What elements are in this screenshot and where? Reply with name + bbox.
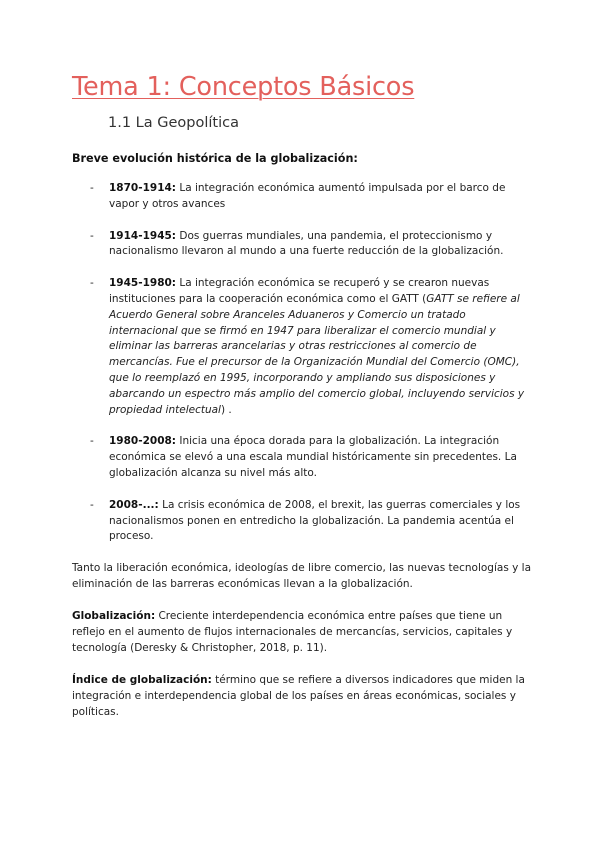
definition-text: Creciente interdependencia económica entre países que tiene un reflejo en el aumento de flujos internacionales de mercancías, servicios, capitales y tecnología (Deresky & Christopher, 2018, p. 11). — [72, 610, 513, 654]
item-text: La integración económica aumentó impulsada por el barco de vapor y otros avances — [109, 182, 506, 210]
item-text-tail: ) . — [220, 403, 232, 416]
bullet-dash: - — [90, 229, 94, 242]
bullet-dash: - — [90, 498, 94, 511]
globalizacion-definition — [72, 609, 532, 656]
period-label: 2008-...: — [109, 498, 159, 511]
bullet-dash: - — [90, 182, 94, 194]
period-label: 1914-1945: — [109, 229, 177, 242]
item-text: La crisis económica de 2008, el brexit, las guerras comerciales y los nacionalismos ponen en entredicho la globalización. La pandemia acentúa el proceso. — [109, 498, 521, 543]
period-label: 1870-1914: — [109, 182, 177, 194]
item-text: Dos guerras mundiales, una pandemia, el proteccionismo y nacionalismo llevaron al mundo a una fuerte reducción de la globalización. — [109, 229, 504, 258]
section-subtitle: 1.1 La Geopolítica — [108, 115, 239, 131]
intro-heading: Breve evolución histórica de la globalización: — [72, 152, 358, 165]
indice-definition — [72, 673, 532, 720]
item-text: La integración económica se recuperó y se crearon nuevas instituciones para la cooperación económica como el GATT ( — [109, 277, 490, 305]
period-label: 1980-2008: — [109, 435, 177, 448]
timeline-list — [72, 181, 532, 561]
summary-paragraph: Tanto la liberación económica, ideologías de libre comercio, las nuevas tecnologías y la eliminación de las barreras económicas llevan a la globalización. — [72, 562, 532, 590]
list-item — [72, 276, 532, 418]
definition-text: término que se refiere a diversos indicadores que miden la integración e interdependencia global de los países en áreas económicas, sociales y políticas. — [72, 674, 525, 718]
bullet-dash: - — [90, 435, 94, 448]
item-text: Inicia una época dorada para la globalización. La integración económica se elevó a una escala mundial históricamente sin precedentes. La globalización alcanza su nivel más alto. — [109, 435, 517, 479]
list-item — [72, 181, 532, 213]
item-italic-note: GATT se refiere al Acuerdo General sobre Aranceles Aduaneros y Comercio un tratado internacional que se firmó en 1947 para liberalizar el comercio mundial y eliminar las barreras arancelarias y otras restricciones al comercio de mercancías. Fue el precursor de la Organización Mundial del Comercio (OMC), que lo reemplazó en 1995, incorporando y ampliando sus disposiciones y abarcando un espectro más amplio del comercio global, incluyendo servicios y propiedad intelectual — [109, 292, 525, 416]
bullet-dash: - — [90, 277, 94, 290]
list-item — [72, 498, 532, 545]
page-title: Tema 1: Conceptos Básicos — [72, 72, 415, 102]
definition-term: Globalización: — [72, 610, 156, 622]
list-item — [72, 434, 532, 481]
period-label: 1945-1980: — [109, 277, 177, 290]
list-item — [72, 229, 532, 261]
definition-term: Índice de globalización: — [72, 674, 212, 686]
